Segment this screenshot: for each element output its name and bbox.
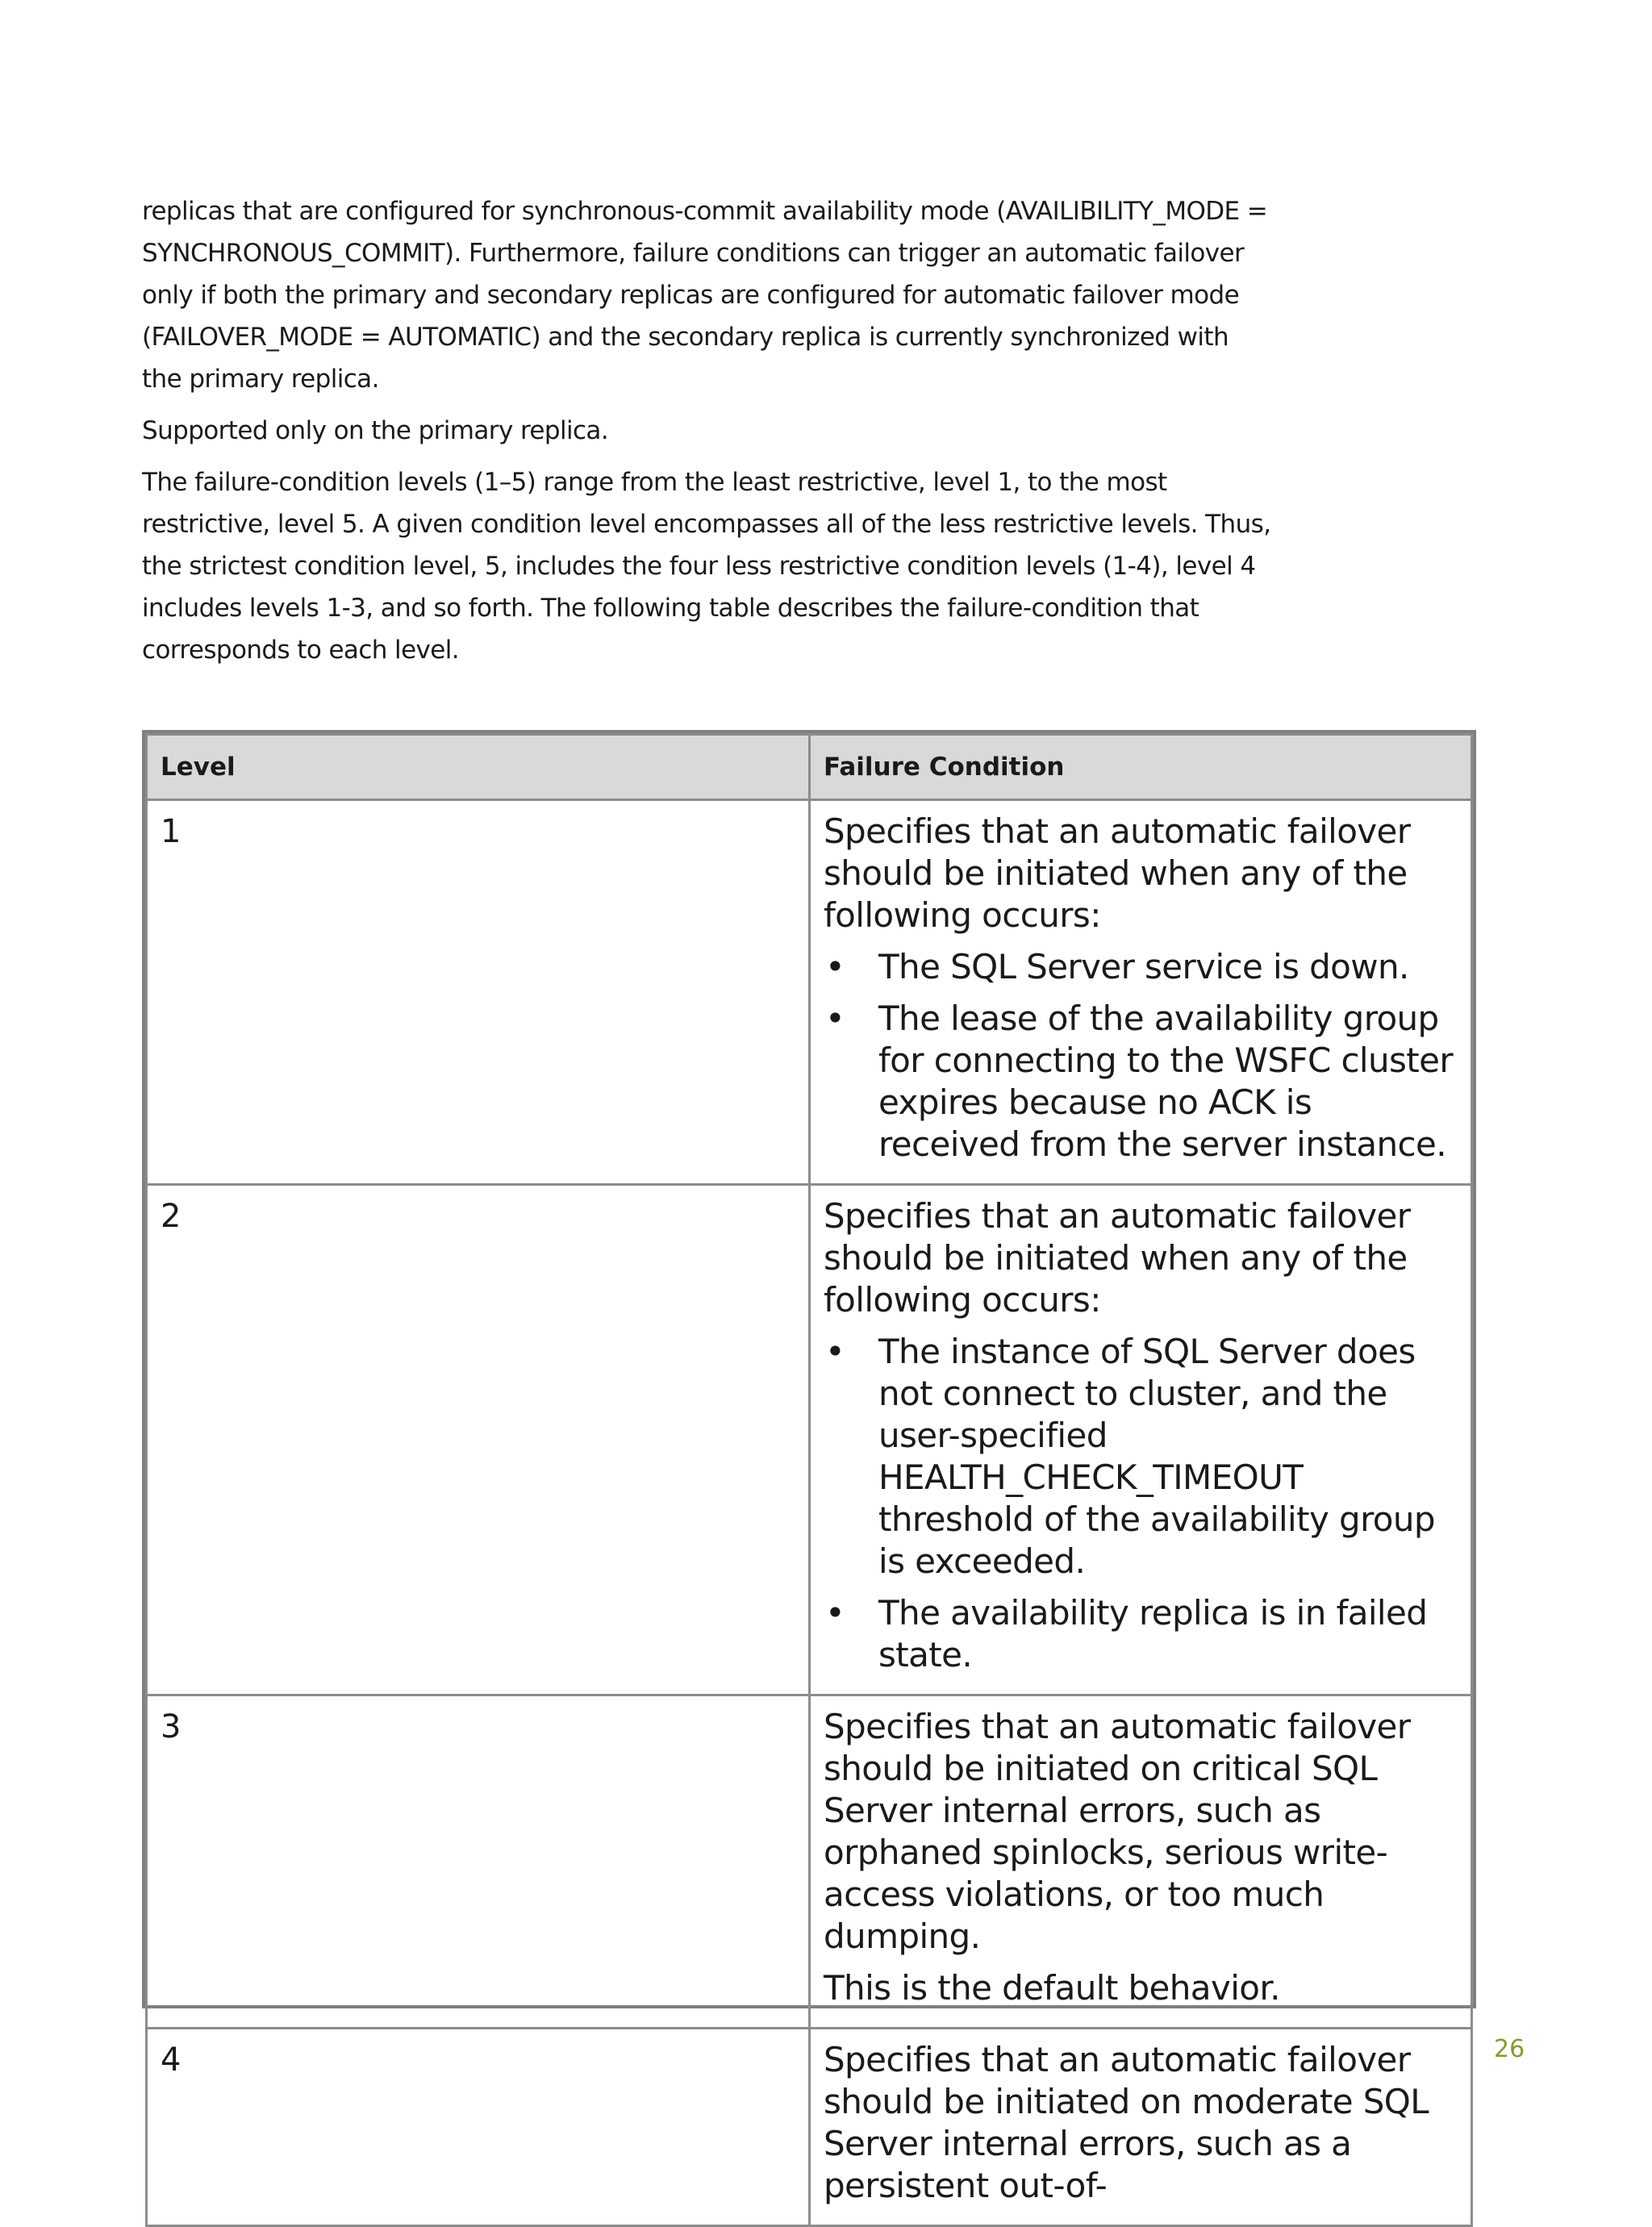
condition-note: This is the default behavior. [824,1968,1280,2008]
condition-list [824,1331,1458,1676]
list-item: • The lease of the availability group for connecting to the WSFC cluster expires because no ACK is received from the server instance. [824,998,1458,1166]
condition-intro: Specifies that an automatic failover should be initiated on moderate SQL Server internal errors, such as a persistent out-of- [824,2040,1429,2205]
level-cell: 3 [147,1695,810,2029]
condition-intro: Specifies that an automatic failover should be initiated when any of the following occurs: [824,1196,1411,1320]
level-cell: 2 [147,1185,810,1695]
paragraph-primary-only: Supported only on the primary replica. [142,416,609,445]
condition-cell [810,1185,1472,1695]
failure-condition-table [142,730,1476,2205]
header-level: Level [147,735,810,800]
condition-cell [810,1695,1472,2029]
list-item: • The availability replica is in failed state. [824,1592,1458,1676]
table-row [147,1185,1472,1695]
header-failure-condition: Failure Condition [810,735,1472,800]
table-row [147,1695,1472,2029]
level-cell: 4 [147,2029,810,2226]
condition-intro: Specifies that an automatic failover should be initiated on critical SQL Server internal errors, such as orphaned spinlocks, serious write-access violations, or too much dumping. [824,1707,1411,1956]
paragraph-replicas: replicas that are configured for synchronous-commit availability mode (AVAILIBILITY_MODE = SYNCHRONOUS_COMMIT). Furthermore, failure conditions can trigger an automatic failover only if both the primary and secondary replicas are configured for automatic failover mode (FAILOVER_MODE = AUTOMATIC) and the secondary replica is currently synchronized with the primary replica. [142,197,1268,394]
table-row [147,2029,1472,2226]
level-cell: 1 [147,800,810,1185]
page-number: 26 [1494,2035,1525,2063]
document-body [142,190,1271,681]
table-header-row [147,735,1472,800]
list-item: • The SQL Server service is down. [824,946,1458,988]
condition-cell [810,2029,1472,2226]
condition-list [824,946,1458,1166]
list-item: • The instance of SQL Server does not connect to cluster, and the user-specified HEALTH_CHECK_TIMEOUT threshold of the availability group is exceeded. [824,1331,1458,1583]
table-row [147,800,1472,1185]
paragraph-levels: The failure-condition levels (1–5) range from the least restrictive, level 1, to the most restrictive, level 5. A given condition level encompasses all of the less restrictive levels. Thus, the strictest condition level, 5, includes the four less restrictive condition levels (1-4), level 4 includes levels 1-3, and so forth. The following table describes the failure-condition that corresponds to each level. [142,468,1271,665]
condition-cell [810,800,1472,1185]
condition-intro: Specifies that an automatic failover should be initiated when any of the following occurs: [824,811,1411,935]
